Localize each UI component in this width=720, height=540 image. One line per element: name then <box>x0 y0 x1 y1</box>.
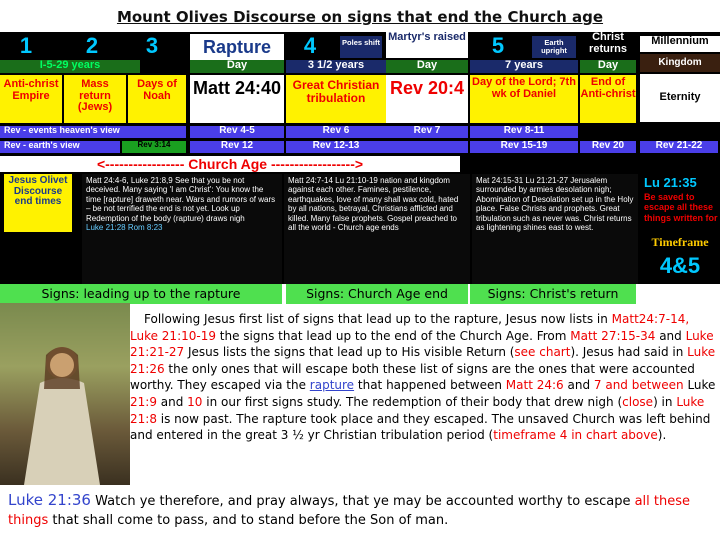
timeframe-1: 1 <box>19 33 33 58</box>
day-label-2: Day <box>386 60 468 73</box>
escape-text: Be saved to escape all these things written for <box>644 192 718 223</box>
millennium-label: Millennium <box>640 36 720 52</box>
day-label-1: Day <box>190 60 284 73</box>
years-35: 3 1/2 years <box>286 60 386 73</box>
page-title: Mount Olives Discourse on signs that end the Church age <box>116 8 604 26</box>
rev-8-11: Rev 8-11 <box>470 126 578 138</box>
rev-14 <box>386 141 468 153</box>
rev-earth-view: Rev - earth's view <box>0 141 120 153</box>
caption-christ-return-signs: Signs: Christ's return <box>470 284 636 304</box>
jesus-painting-image <box>0 303 130 485</box>
rev-12: Rev 12 <box>190 141 284 153</box>
day-label-3: Day <box>580 60 636 73</box>
christ-returns-label: Christ returns <box>589 32 627 55</box>
lu-2135: Lu 21:35 <box>644 175 697 190</box>
timeframe-4-5: 4&5 <box>659 253 701 278</box>
earth-upright-label: Earth upright <box>532 36 576 58</box>
eternity-label: Eternity <box>640 74 720 122</box>
rev-204: Rev 20:4 <box>386 75 468 123</box>
timeframe-5: 5 <box>491 33 505 58</box>
great-tribulation: Great Christian tribulation <box>286 75 386 123</box>
rev-12-13: Rev 12-13 <box>286 141 386 153</box>
martyrs-raised-label: Martyr's raised <box>386 32 468 58</box>
rev-20: Rev 20 <box>580 141 636 153</box>
end-times-chart <box>0 32 720 284</box>
rev-6: Rev 6 <box>286 126 386 138</box>
timeframe-4: 4 <box>303 33 317 58</box>
poles-shift-label: Poles shift <box>340 36 382 58</box>
rev-3-14: Rev 3:14 <box>122 141 186 153</box>
timeframe-3: 3 <box>145 33 159 58</box>
scripture-reference: Luke 21:36 <box>8 491 91 509</box>
rev-7: Rev 7 <box>386 126 468 138</box>
scripture-quote: Luke 21:36 Watch ye therefore, and pray always, that ye may be accounted worthy to escape all these things that shall come to pass, and to stand before the Son of man. <box>0 487 720 540</box>
jesus-figure-icon <box>0 303 130 485</box>
rev-4-5: Rev 4-5 <box>190 126 284 138</box>
rapture-link[interactable]: rapture <box>309 378 355 393</box>
years-7: 7 years <box>470 60 578 73</box>
passage-1-text: Matt 24:4-6, Luke 21:8,9 See that you be not deceived. Many saying 'I am Christ': You know the time [rapture] draweth near. Wars and rumors of wars – be not terrified the end is not yet. Look up Redemption of the body (rapture) draws nigh <box>86 176 276 223</box>
kingdom-label: Kingdom <box>640 54 720 72</box>
rev-21-22: Rev 21-22 <box>640 141 718 153</box>
passage-christ-return-signs: Mat 24:15-31 Lu 21:21-27 Jerusalem surrounded by armies desolation nigh; Abomination of Desolation set up in the Holy place. False Christs and prophets. Great tribulation such as never was. Christ returns as lightening shines east to west. <box>472 174 638 284</box>
caption-rapture-signs: Signs: leading up to the rapture <box>0 284 282 304</box>
day-of-the-lord: Day of the Lord; 7th wk of Daniel <box>470 75 578 123</box>
antichrist-empire: Anti-christ Empire <box>0 75 62 123</box>
jesus-olivet-label: Jesus Olivet Discourse end times <box>4 174 72 232</box>
timeframe-label: Timeframe <box>651 235 709 249</box>
caption-church-age-signs: Signs: Church Age end <box>286 284 468 304</box>
passage-1-ref: Luke 21:28 Rom 8:23 <box>86 223 163 233</box>
mass-return-jews: Mass return (Jews) <box>64 75 126 123</box>
church-age-arrow: <----------------- Church Age ------------------> <box>0 156 460 172</box>
rev-15-19: Rev 15-19 <box>470 141 578 153</box>
years-1529: I-5-29 years <box>0 60 140 73</box>
rapture-label: Rapture <box>190 34 284 60</box>
days-of-noah: Days of Noah <box>128 75 186 123</box>
end-of-antichrist: End of Anti-christ <box>580 75 636 123</box>
passage-rapture-signs <box>82 174 282 284</box>
timeframe-2: 2 <box>85 33 99 58</box>
rev-heaven-view: Rev - events heaven's view <box>0 126 186 138</box>
matt-2440: Matt 24:40 <box>190 75 284 123</box>
passage-church-age-signs: Matt 24:7-14 Lu 21:10-19 nation and kingdom against each other. Famines, pestilence, earthquakes, love of many shall wax cold, hated by all nations, betrayal, Christians afflicted and killed. Many false prophets. Gospel preached to all the world - Church age ends <box>284 174 470 284</box>
explanation-paragraph: Following Jesus first list of signs that lead up to the rapture, Jesus now lists in Matt24:7-14, Luke 21:10-19 the signs that lead up to the end of the Church Age. From Matt 27:15-34 and Luke 21:21-27 Jesus lists the signs that lead up to His visible Return (see chart). Jesus had said in Luke 21:26 the only ones that will escape both these list of signs are the ones that were accounted worthy. They escaped via the rapture that happened between Matt 24:6 and 7 and between Luke 21:9 and 10 in our first signs study. The redemption of their body that drew nigh (close) in Luke 21:8 is now past. The rapture took place and they escaped. The unsaved Church was left behind and entered in the great 3 ½ yr Christian tribulation period (timeframe 4 in chart above). <box>130 311 720 483</box>
